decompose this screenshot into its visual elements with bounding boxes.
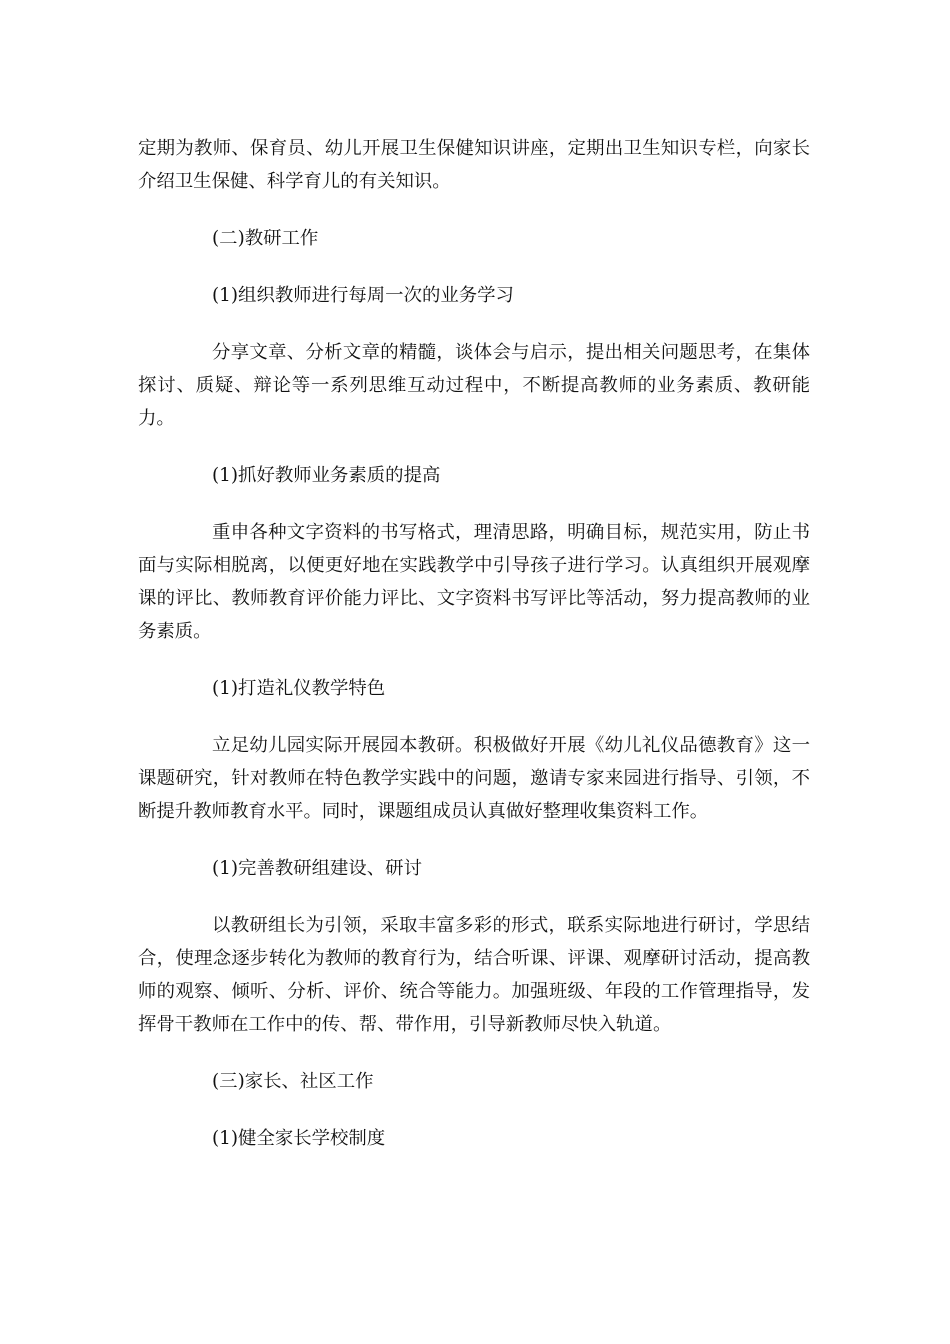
subheading-etiquette-teaching: (1)打造礼仪教学特色 [212, 678, 386, 699]
paragraph-teacher-quality: 重申各种文字资料的书写格式，理清思路，明确目标，规范实用，防止书面与实际相脱离，以便更好地在实践教学中引导孩子进行学习。认真组织开展观摩课的评比、教师教育评价能力评比、文字资料书写评比等活动，努力提高教师的业务素质。 [138, 522, 810, 642]
paragraph-weekly-study: 分享文章、分析文章的精髓，谈体会与启示，提出相关问题思考，在集体探讨、质疑、辩论等一系列思维互动过程中，不断提高教师的业务素质、教研能力。 [138, 342, 810, 429]
subheading-parent-school: (1)健全家长学校制度 [212, 1128, 386, 1149]
subheading-teacher-quality: (1)抓好教师业务素质的提高 [212, 465, 441, 486]
subheading-weekly-study: (1)组织教师进行每周一次的业务学习 [212, 285, 514, 306]
paragraph-etiquette-teaching: 立足幼儿园实际开展园本教研。积极做好开展《幼儿礼仪品德教育》这一课题研究，针对教师在特色教学实践中的问题，邀请专家来园进行指导、引领，不断提升教师教育水平。同时，课题组成员认真做好整理收集资料工作。 [138, 735, 810, 822]
heading-parents-community: (三)家长、社区工作 [212, 1071, 374, 1092]
paragraph-health-lectures: 定期为教师、保育员、幼儿开展卫生保健知识讲座，定期出卫生知识专栏，向家长介绍卫生保健、科学育儿的有关知识。 [138, 138, 810, 192]
document-body [138, 132, 810, 1155]
paragraph-research-group: 以教研组长为引领，采取丰富多彩的形式，联系实际地进行研讨，学思结合，使理念逐步转化为教师的教育行为，结合听课、评课、观摩研讨活动，提高教师的观察、倾听、分析、评价、统合等能力。加强班级、年段的工作管理指导，发挥骨干教师在工作中的传、帮、带作用，引导新教师尽快入轨道。 [138, 915, 810, 1035]
subheading-research-group: (1)完善教研组建设、研讨 [212, 858, 422, 879]
heading-teaching-research: (二)教研工作 [212, 228, 319, 249]
